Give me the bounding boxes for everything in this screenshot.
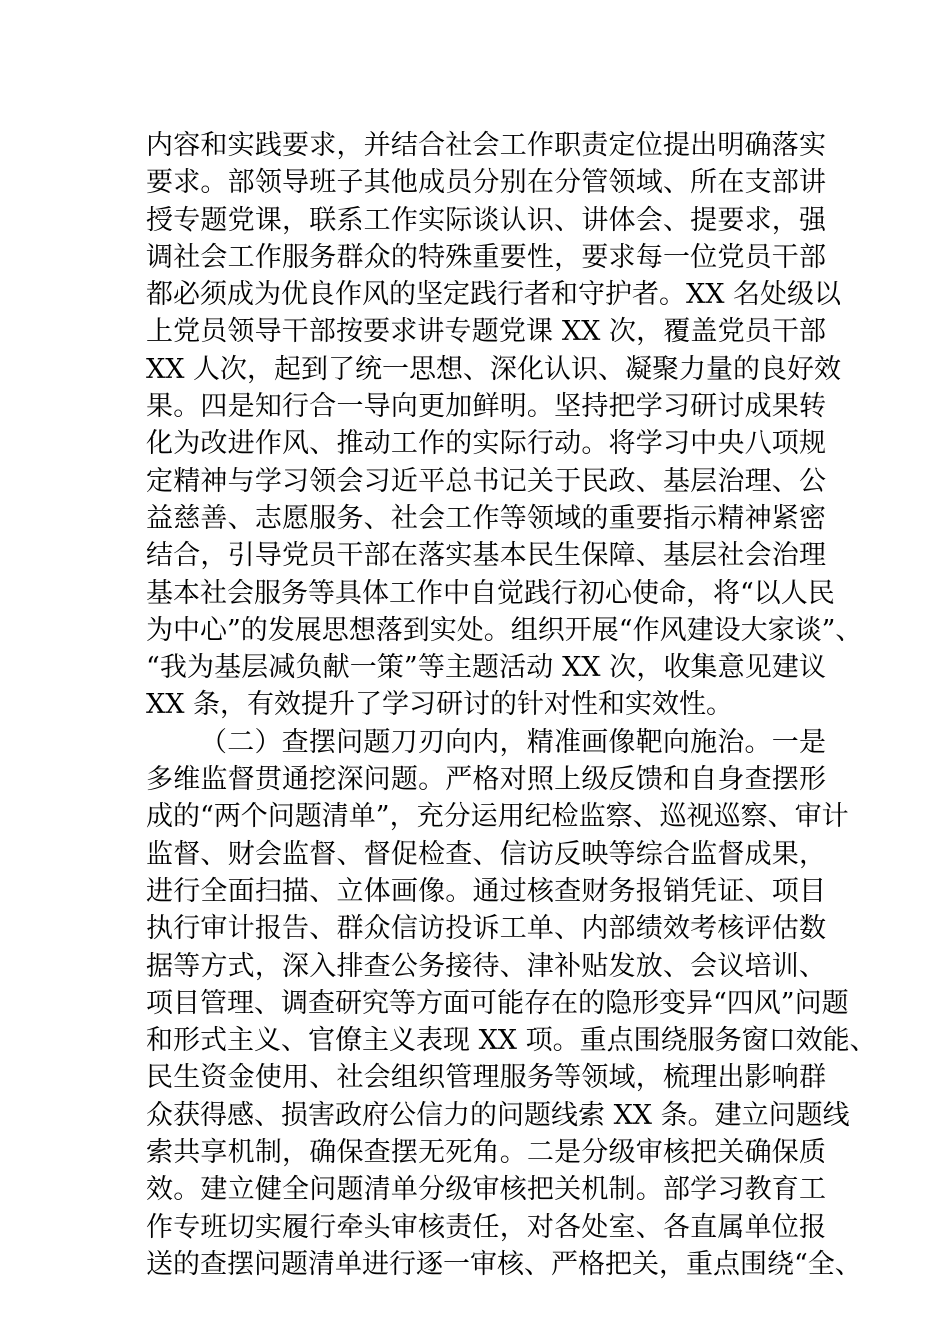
text-line: 都必须成为优良作风的坚定践行者和守护者。XX 名处级以	[146, 279, 842, 311]
text-line: XX 人次，起到了统一思想、深化认识、凝聚力量的良好效	[146, 353, 842, 385]
paragraph-last-line: XX 条，有效提升了学习研讨的针对性和实效性。	[146, 689, 734, 721]
text-line: 监督、财会监督、督促检查、信访反映等综合监督成果，	[146, 838, 826, 870]
text-line: 要求。部领导班子其他成员分别在分管领域、所在支部讲	[146, 167, 826, 199]
text-line: 多维监督贯通挖深问题。严格对照上级反馈和自身查摆形	[146, 764, 826, 796]
text-line: 授专题党课，联系工作实际谈认识、讲体会、提要求，强	[146, 204, 826, 236]
text-line: 果。四是知行合一导向更加鲜明。坚持把学习研讨成果转	[146, 391, 826, 423]
text-line: 化为改进作风、推动工作的实际行动。将学习中央八项规	[146, 428, 826, 460]
text-line: 作专班切实履行牵头审核责任，对各处室、各直属单位报	[146, 1211, 826, 1243]
text-line: “我为基层减负献一策”等主题活动 XX 次，收集意见建议	[146, 652, 826, 684]
text-line: 结合，引导党员干部在落实基本民生保障、基层社会治理	[146, 540, 826, 572]
text-line: 调社会工作服务群众的特殊重要性，要求每一位党员干部	[146, 241, 826, 273]
text-line: 索共享机制，确保查摆无死角。二是分级审核把关确保质	[146, 1137, 826, 1169]
text-line: 成的“两个问题清单”，充分运用纪检监察、巡视巡察、审计	[146, 801, 849, 833]
text-line: 内容和实践要求，并结合社会工作职责定位提出明确落实	[146, 130, 826, 161]
text-line: 效。建立健全问题清单分级审核把关机制。部学习教育工	[146, 1174, 826, 1206]
text-line: 基本社会服务等具体工作中自觉践行初心使命，将“以人民	[146, 577, 835, 609]
text-line: 定精神与学习领会习近平总书记关于民政、基层治理、公	[146, 465, 826, 497]
text-line: 项目管理、调查研究等方面可能存在的隐形变异“四风”问题	[146, 987, 849, 1019]
section-heading-line: （二）查摆问题刀刃向内，精准画像靶向施治。一是	[200, 726, 826, 758]
text-line: 益慈善、志愿服务、社会工作等领域的重要指示精神紧密	[146, 502, 826, 534]
document-body	[146, 127, 877, 1283]
text-line: 送的查摆问题清单进行逐一审核、严格把关，重点围绕“全、	[146, 1248, 862, 1280]
text-line: 据等方式，深入排查公务接待、津补贴发放、会议培训、	[146, 950, 826, 982]
text-line: 为中心”的发展思想落到实处。组织开展“作风建设大家谈”、	[146, 614, 863, 646]
text-line: 上党员领导干部按要求讲专题党课 XX 次，覆盖党员干部	[146, 316, 826, 348]
text-line: 和形式主义、官僚主义表现 XX 项。重点围绕服务窗口效能、	[146, 1025, 877, 1057]
text-line: 进行全面扫描、立体画像。通过核查财务报销凭证、项目	[146, 875, 826, 907]
text-line: 民生资金使用、社会组织管理服务等领域，梳理出影响群	[146, 1062, 826, 1094]
text-line: 执行审计报告、群众信访投诉工单、内部绩效考核评估数	[146, 913, 826, 945]
text-line: 众获得感、损害政府公信力的问题线索 XX 条。建立问题线	[146, 1099, 850, 1131]
